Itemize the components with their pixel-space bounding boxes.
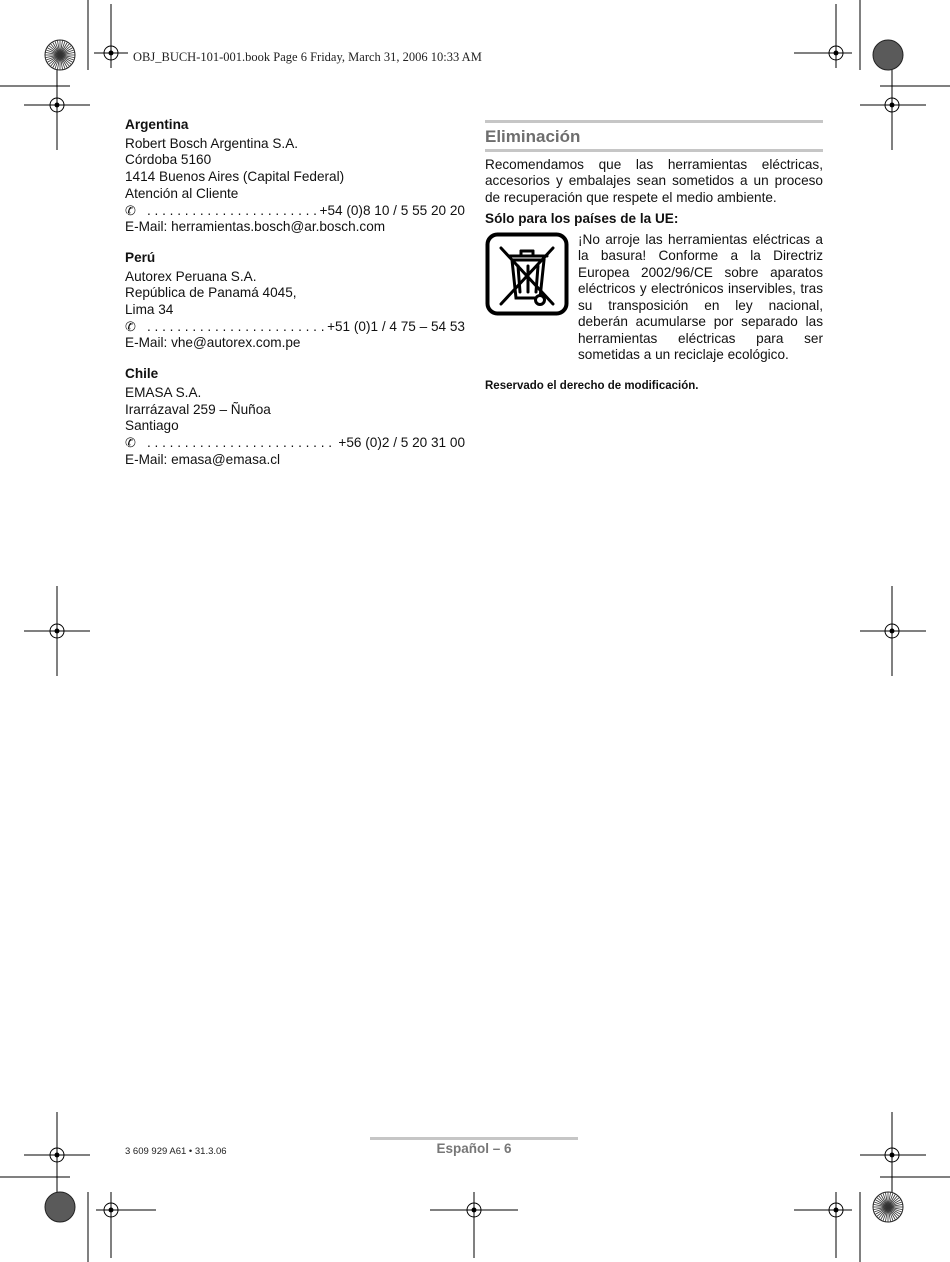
contact-address-line: Lima 34 <box>125 302 174 318</box>
leader-dots <box>147 319 325 336</box>
disposal-section <box>485 120 823 394</box>
contact-address-line: Autorex Peruana S.A. <box>125 268 257 284</box>
phone-number: +51 (0)1 / 4 75 – 54 53 <box>327 318 465 334</box>
contact-address-line: 1414 Buenos Aires (Capital Federal) <box>125 169 345 185</box>
contact-phone <box>125 435 465 452</box>
contact-email: E-Mail: vhe@autorex.com.pe <box>125 335 301 351</box>
contact-address-line: República de Panamá 4045, <box>125 285 297 301</box>
contact-block <box>125 250 465 352</box>
contact-address-line: Robert Bosch Argentina S.A. <box>125 135 299 151</box>
contacts-column <box>125 117 465 482</box>
contact-address-line: Córdoba 5160 <box>125 152 212 168</box>
header-file-info: OBJ_BUCH-101-001.book Page 6 Friday, March 31, 2006 10:33 AM <box>133 50 482 64</box>
section-title: Eliminación <box>485 127 581 146</box>
contact-address-line: Irarrázaval 259 – Ñuñoa <box>125 401 271 417</box>
section-rule-bottom <box>485 149 823 152</box>
crossed-out-wheeled-bin-icon <box>485 232 569 316</box>
phone-icon: ✆ <box>125 202 136 218</box>
contact-country: Argentina <box>125 117 189 132</box>
footer-rule <box>370 1137 578 1140</box>
contact-country: Perú <box>125 249 156 265</box>
contact-address-line: EMASA S.A. <box>125 384 202 400</box>
leader-dots <box>147 435 336 452</box>
footer-page-number: Español – 6 <box>436 1141 512 1156</box>
contact-email: E-Mail: emasa@emasa.cl <box>125 451 281 467</box>
phone-number: +54 (0)8 10 / 5 55 20 20 <box>319 202 465 218</box>
contact-address-line: Santiago <box>125 418 179 434</box>
modification-note: Reservado el derecho de modificación. <box>485 379 699 392</box>
footer-code: 3 609 929 A61 • 31.3.06 <box>125 1146 227 1157</box>
contact-email: E-Mail: herramientas.bosch@ar.bosch.com <box>125 219 386 235</box>
contact-block <box>125 117 465 236</box>
contact-phone <box>125 319 465 336</box>
contact-block <box>125 366 465 468</box>
contact-country: Chile <box>125 366 159 382</box>
leader-dots <box>147 203 318 220</box>
disposal-intro: Recomendamos que las herramientas eléctricas, accesorios y embalajes sean sometidos a un proceso de recuperación que respete el medio ambiente. <box>485 156 823 205</box>
eu-text: ¡No arroje las herramientas eléctricas a la basura! Conforme a la Directriz Europea 2002/96/CE sobre aparatos eléctricos y electrónicos inservibles, tras su transposición en ley nacional, deberán acumularse por separado las herramientas eléctricas para ser sometidas a un reciclaje ecológico. <box>578 231 823 362</box>
eu-notice <box>485 232 823 364</box>
eu-heading: Sólo para los países de la UE: <box>485 211 679 226</box>
phone-number: +56 (0)2 / 5 20 31 00 <box>338 434 465 450</box>
phone-icon: ✆ <box>125 318 136 334</box>
contact-address-line: Atención al Cliente <box>125 185 239 201</box>
contact-phone <box>125 203 465 220</box>
phone-icon: ✆ <box>125 434 136 450</box>
